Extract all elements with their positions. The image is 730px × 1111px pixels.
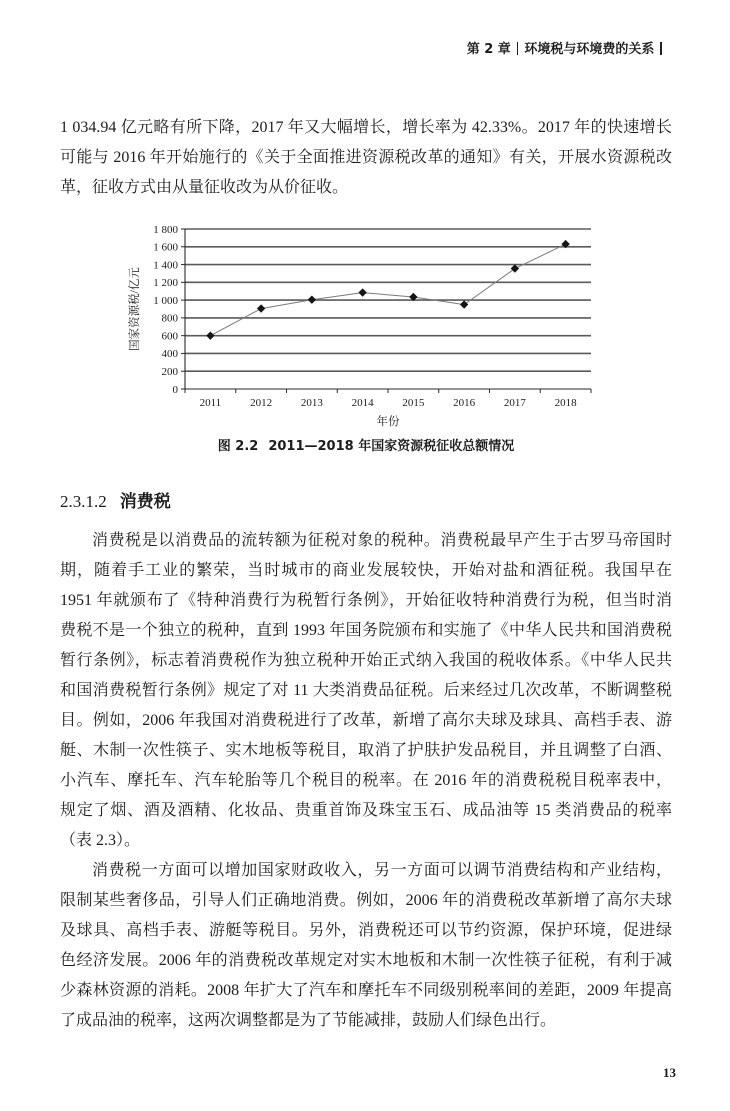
text-line: 消费税是以消费品的流转额为征税对象的税种。消费税最早产生于古罗马帝国时 <box>92 532 672 549</box>
data-point-2013 <box>308 295 316 303</box>
data-point-2011 <box>206 331 214 339</box>
data-series <box>206 240 570 340</box>
figure-label: 图 2.2 <box>217 439 259 454</box>
figure-caption-text: 2011—2018 年国家资源税征收总额情况 <box>268 439 515 454</box>
series-line <box>210 244 565 336</box>
figure-caption <box>60 437 672 457</box>
data-point-2016 <box>460 300 468 308</box>
text-line: 1 034.94 亿元略有所下降，2017 年又大幅增长，增长率为 42.33%。2017 年的快速增长 <box>60 119 672 136</box>
text-line: 色经济发展。2006 年的消费税改革规定对实木地板和木制一次性筷子征税，有利于减 <box>60 952 672 969</box>
y-tick-label: 1 600 <box>153 241 178 254</box>
text-line: 费税不是一个独立的税种，直到 1993 年国务院颁布和实施了《中华人民共和国消费税 <box>60 622 672 639</box>
gridlines <box>185 229 591 371</box>
x-tick-label: 2016 <box>453 397 476 409</box>
page-number: 13 <box>663 1065 676 1080</box>
text-line: 期，随着手工业的繁荣，当时城市的商业发展较快，开始对盐和酒征税。我国早在 <box>60 562 672 579</box>
text-line: 了成品油的税率，这两次调整都是为了节能减排，鼓励人们绿色出行。 <box>60 1012 557 1029</box>
paragraph <box>60 526 672 856</box>
section-title: 消费税 <box>119 492 171 511</box>
text-line: 可能与 2016 年开始施行的《关于全面推进资源税改革的通知》有关，开展水资源税改 <box>60 149 672 166</box>
text-line: 暂行条例》，标志着消费税作为独立税种开始正式纳入我国的税收体系。《中华人民共 <box>60 652 672 669</box>
y-tick-label: 600 <box>161 330 178 343</box>
axes <box>181 229 591 393</box>
resource-tax-line-chart <box>110 215 610 437</box>
y-tick-label: 1 200 <box>153 277 178 290</box>
x-tick-label: 2015 <box>402 397 425 409</box>
y-tick-label: 200 <box>161 366 178 379</box>
tick-labels <box>153 224 577 409</box>
text-line: 目。例如，2006 年我国对消费税进行了改革，新增了高尔夫球及球具、高档手表、游 <box>60 712 672 729</box>
running-header <box>467 40 668 60</box>
paragraph <box>60 856 672 1036</box>
text-line: 和国消费税暂行条例》规定了对 11 大类消费品征税。后来经过几次改革，不断调整税 <box>60 682 672 699</box>
x-tick-label: 2013 <box>300 397 323 409</box>
text-line: 规定了烟、酒及酒精、化妆品、贵重首饰及珠宝玉石、成品油等 15 类消费品的税率 <box>60 802 672 819</box>
section-heading <box>60 487 171 517</box>
x-tick-label: 2012 <box>250 397 273 409</box>
text-line: 少森林资源的消耗。2008 年扩大了汽车和摩托车不同级别税率间的差距，2009 年提高 <box>60 982 672 999</box>
y-tick-label: 400 <box>161 348 178 361</box>
y-tick-label: 800 <box>161 312 178 325</box>
text-line: 限制某些奢侈品，引导人们正确地消费。例如，2006 年的消费税改革新增了高尔夫球 <box>60 892 672 909</box>
data-point-2012 <box>257 304 265 312</box>
y-tick-label: 1 400 <box>153 259 178 272</box>
section-number: 2.3.1.2 <box>60 492 107 511</box>
x-tick-label: 2014 <box>351 397 374 409</box>
text-line: （表 2.3）。 <box>60 832 141 849</box>
data-point-2017 <box>511 264 519 272</box>
y-axis-title: 国家资源税/亿元 <box>129 267 141 351</box>
y-tick-label: 1 800 <box>153 223 178 236</box>
x-tick-label: 2017 <box>503 397 526 409</box>
x-tick-label: 2011 <box>199 397 222 409</box>
x-tick-label: 2018 <box>554 397 577 409</box>
data-point-2014 <box>358 288 366 296</box>
header-separator <box>517 42 519 55</box>
chapter-title: 环境税与环境费的关系 <box>524 42 655 57</box>
y-tick-label: 0 <box>172 383 178 396</box>
section-body <box>60 526 672 1036</box>
text-line: 消费税一方面可以增加国家财政收入，另一方面可以调节消费结构和产业结构， <box>92 862 672 879</box>
chapter-number: 第 2 章 <box>466 42 511 57</box>
text-line: 1951 年就颁布了《特种消费行为税暂行条例》，开始征收特种消费行为税，但当时消 <box>60 592 672 609</box>
text-line: 革，征收方式由从量征收改为从价征收。 <box>60 179 349 196</box>
text-line: 及球具、高档手表、游艇等税目。另外，消费税还可以节约资源，保护环境，促进绿 <box>60 922 672 939</box>
y-tick-label: 1 000 <box>153 294 178 307</box>
text-line: 小汽车、摩托车、汽车轮胎等几个税目的税率。在 2016 年的消费税税目税率表中， <box>60 772 672 789</box>
header-separator <box>660 42 662 55</box>
intro-paragraph <box>60 113 672 203</box>
text-line: 艇、木制一次性筷子、实木地板等税目，取消了护肤护发品税目，并且调整了白酒、 <box>60 742 672 759</box>
x-axis-title: 年份 <box>376 416 400 428</box>
